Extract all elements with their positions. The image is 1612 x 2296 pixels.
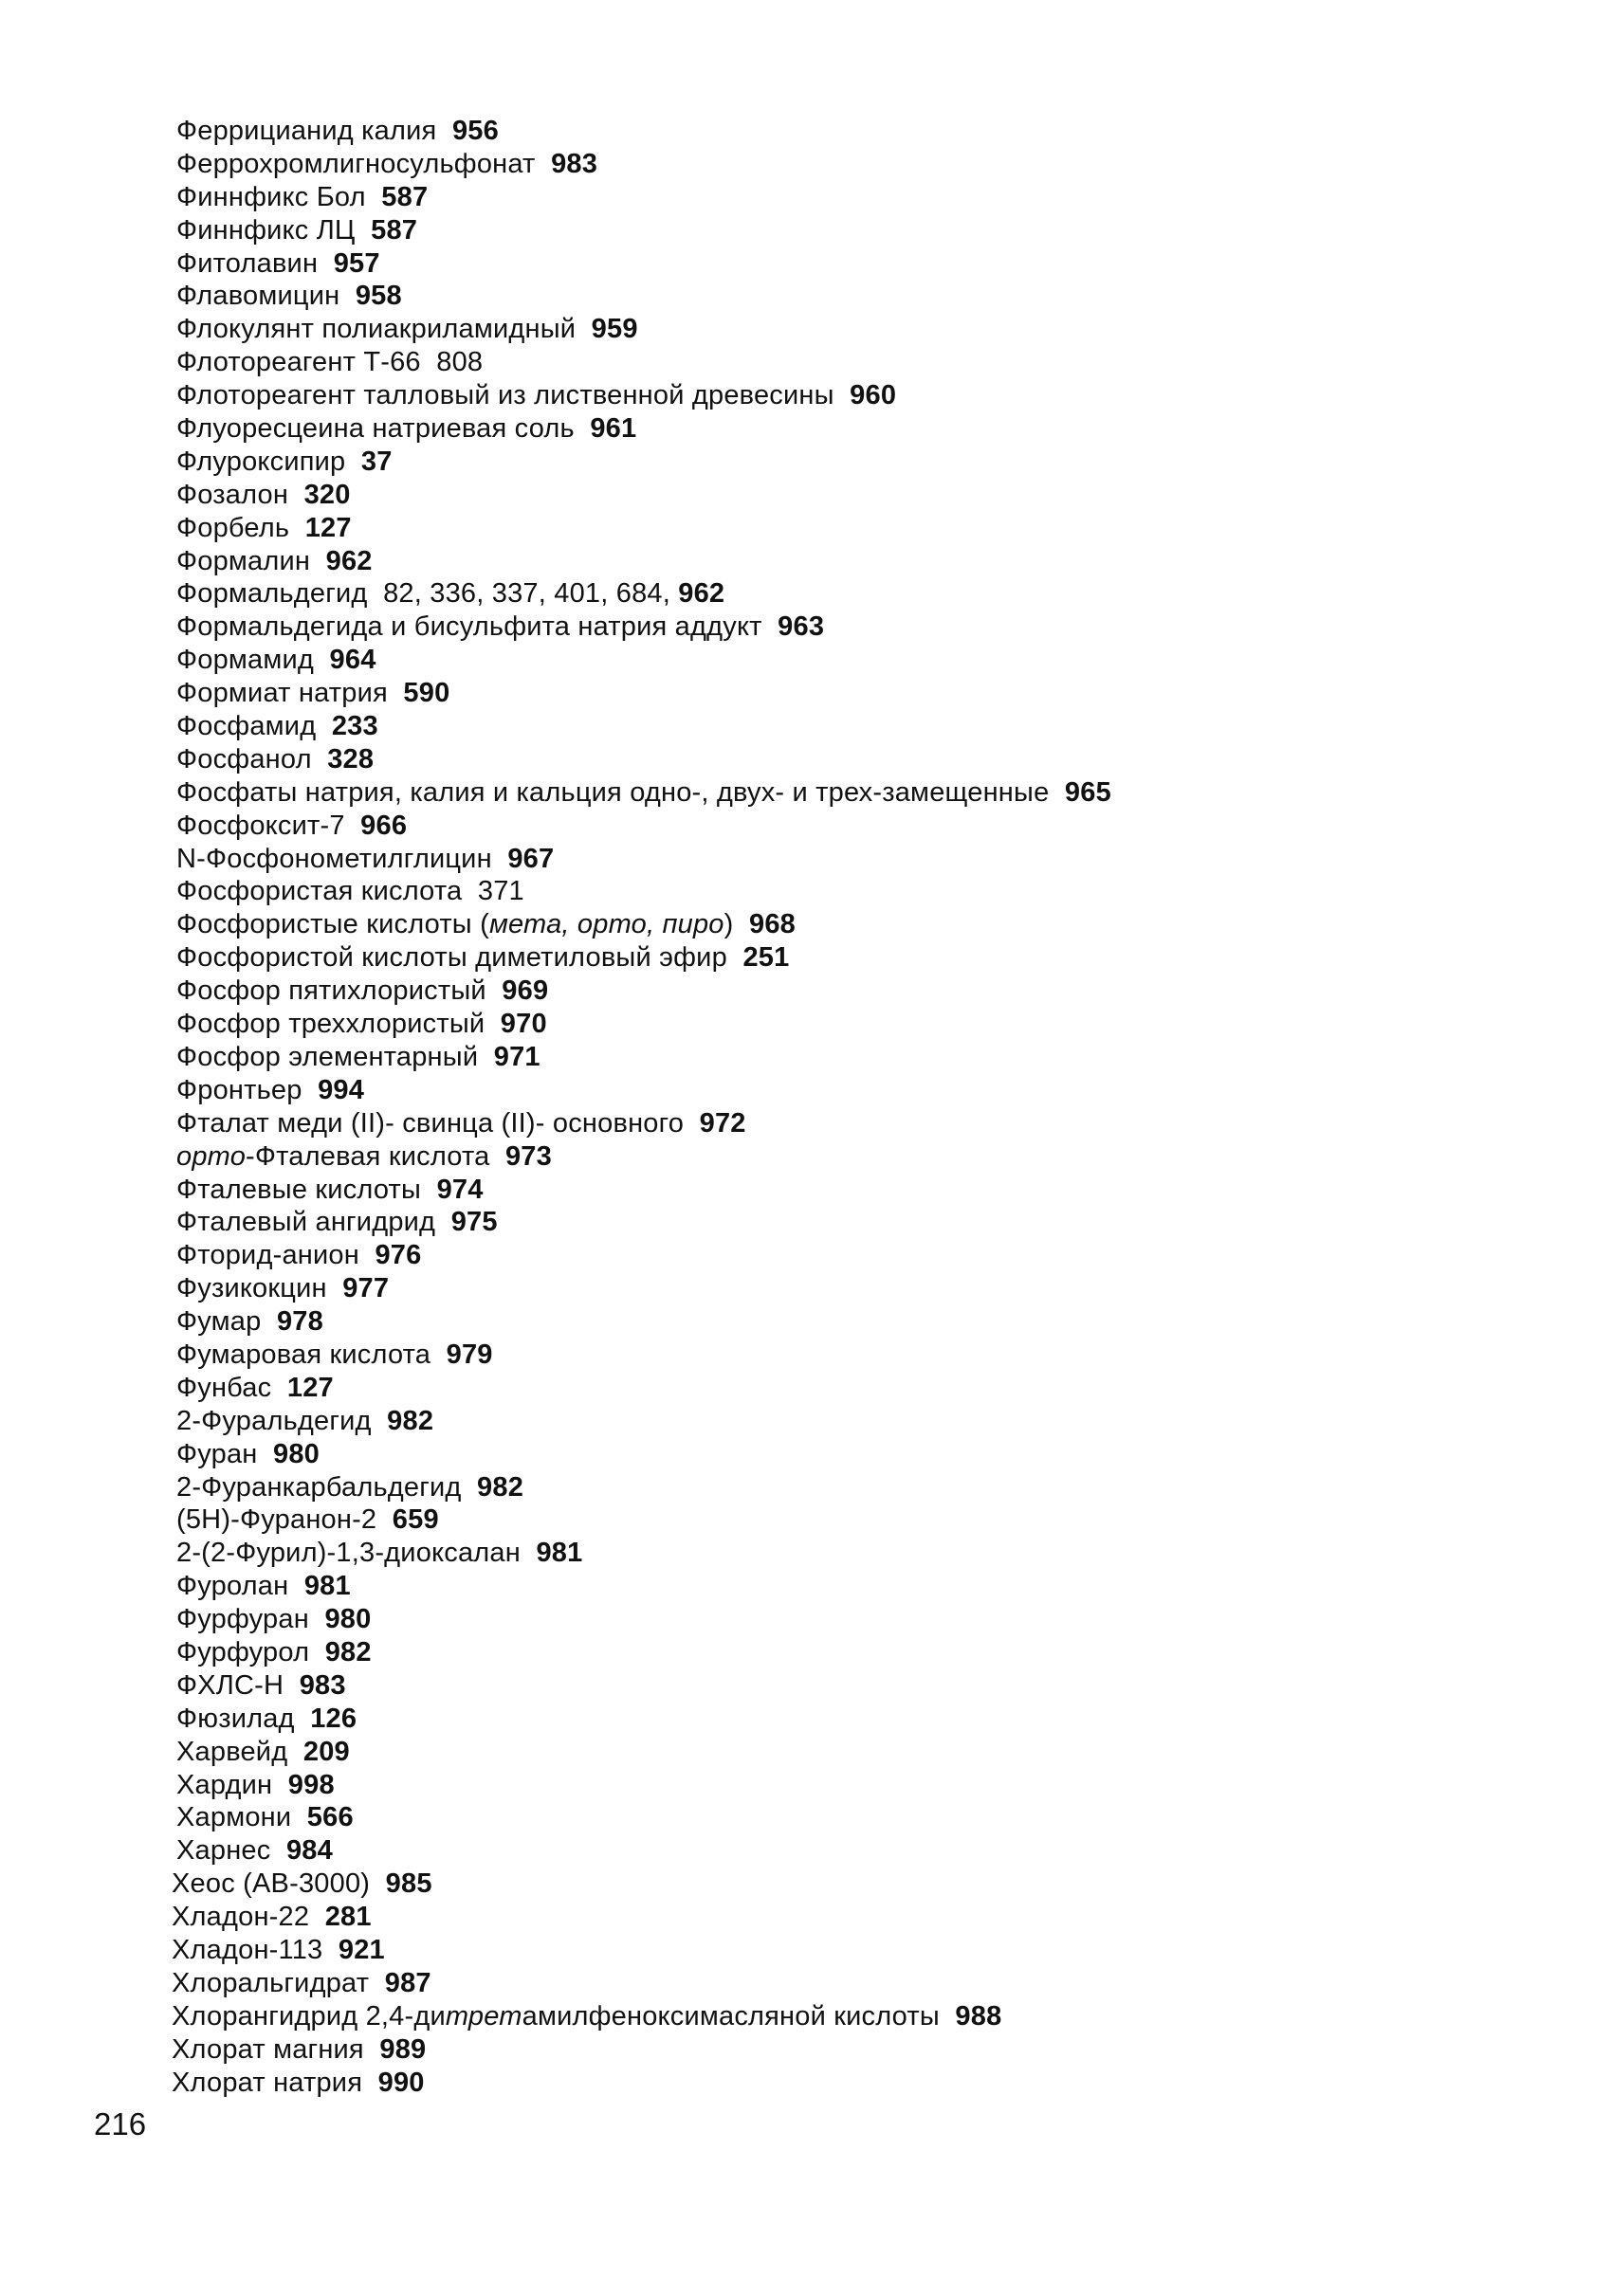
index-term: Хлорангидрид 2,4-ди [172,2000,446,2032]
index-page-ref: 968 [748,909,796,940]
index-page-ref: 587 [381,181,429,212]
index-entry [176,1405,1111,1438]
index-term: Хеос (АВ-3000) [172,1868,371,1900]
index-page-ref: 981 [303,1571,351,1602]
index-entry [176,479,1111,512]
index-page-ref: 970 [500,1009,547,1040]
index-page-ref: 320 [303,479,351,510]
index-entry [176,908,1111,941]
index-page-ref: 590 [403,678,450,709]
index-term: Флуроксипир [176,446,346,477]
index-term: Фосфористой кислоты диметиловый эфир [176,942,727,974]
index-page-ref: 994 [318,1074,365,1105]
index-entry [176,1834,1111,1868]
index-term: 2-(2-Фурил)-1,3-диоксалан [176,1538,521,1569]
index-term: Хармони [176,1802,292,1833]
index-term-italic: трет [445,2000,522,2032]
index-page-ref: 975 [450,1207,498,1238]
index-entry [176,1074,1111,1107]
index-entry [176,677,1111,710]
index-term: Формалин [176,545,311,576]
index-page-ref: 987 [384,1967,431,1998]
index-term: Фосфористая кислота [176,876,463,907]
index-term: Формиат натрия [176,678,388,709]
index-page-ref: 964 [329,645,376,676]
index-term: Хладон-22 [172,1902,310,1933]
index-term: Формамид [176,645,315,676]
index-page-ref: 982 [387,1405,434,1436]
index-term: Финнфикс ЛЦ [176,214,356,246]
index-entry [176,1669,1111,1703]
index-page-ref: 971 [493,1041,540,1072]
index-entry [176,610,1111,644]
index-term: Флотореагент талловый из лиственной древесины [176,380,834,411]
index-entry [176,975,1111,1008]
index-entry [172,2000,1111,2033]
index-page-ref: 982 [324,1636,372,1667]
index-entry [176,446,1111,479]
index-list [172,115,1111,2099]
index-entry [176,1206,1111,1239]
index-entry [176,1636,1111,1669]
index-entry [176,1339,1111,1372]
index-page-ref: 981 [536,1538,583,1569]
index-page-ref: 281 [324,1902,372,1933]
index-term-italic: орто [176,1140,247,1172]
index-term: Хардин [176,1769,273,1800]
index-entry [176,1041,1111,1074]
index-entry [176,1174,1111,1207]
index-entry [176,346,1111,379]
index-term: Феррохромлигносульфонат [176,148,536,179]
index-term: Флотореагент Т-66 [176,347,421,378]
index-page-ref: 37 [360,446,393,477]
index-page-ref: 127 [286,1372,334,1403]
index-entry [176,512,1111,545]
index-entry [176,1272,1111,1305]
index-term: Хлорат натрия [172,2067,363,2098]
index-entry [172,1901,1111,1934]
index-page-ref: 959 [591,314,638,345]
index-term: Фталевый ангидрид [176,1207,436,1238]
index-term: амилфеноксимасляной кислоты [522,2000,940,2032]
index-term: Флуоресцеина натриевая соль [176,413,575,445]
index-page-ref: 233 [331,711,378,742]
index-entry [176,545,1111,578]
index-term: (5Н)-Фуранон-2 [176,1504,377,1536]
index-page-ref: 976 [375,1240,422,1271]
index-page-ref: 978 [276,1306,323,1338]
index-term: Фумар [176,1306,262,1338]
index-page-ref: 969 [502,975,549,1007]
index-entry [176,1372,1111,1405]
index-term: Фосфамид [176,711,317,742]
index-page-ref: 960 [850,380,897,411]
index-entry [176,1801,1111,1834]
index-term: Фосфаты натрия, калия и кальция одно-, двух- и трех-замещенные [176,776,1050,808]
index-term: ФХЛС-Н [176,1669,284,1701]
index-term: Фосфор пятихлористый [176,975,486,1007]
index-term: Форбель [176,512,290,543]
index-page-ref: 984 [285,1835,333,1867]
index-page-ref: 961 [590,413,637,445]
index-term: Фурфурол [176,1636,310,1667]
index-page-ref: 967 [507,843,555,874]
index-entry [176,875,1111,908]
index-entry [172,2033,1111,2067]
index-page-ref: 982 [477,1471,524,1503]
index-entry [176,1305,1111,1339]
index-page-ref: 957 [333,247,380,279]
index-entry [176,1603,1111,1636]
index-term: Фунбас [176,1372,272,1403]
index-page-ref: 251 [742,942,790,974]
index-page-ref: 209 [302,1736,350,1767]
index-page-ref: 371 [477,876,524,907]
index-page-refs: 82, 336, 337, 401, 684, [383,578,670,610]
index-term: Фталевые кислоты [176,1174,422,1205]
index-page-ref: 808 [436,347,484,378]
index-entry [172,1967,1111,2000]
index-page-ref: 962 [678,578,725,610]
index-entry [176,1570,1111,1603]
index-entry [176,115,1111,148]
index-page-ref: 980 [273,1438,321,1469]
index-page-ref: 659 [392,1504,439,1536]
index-term: Фозалон [176,479,289,510]
index-page-ref: 980 [324,1604,372,1635]
index-page-ref: 973 [504,1140,552,1172]
index-term: 2-Фуральдегид [176,1405,372,1436]
index-entry [176,1503,1111,1537]
index-entry [176,1239,1111,1272]
index-term: Хлоральгидрат [172,1967,370,1998]
index-page-ref: 962 [325,545,373,576]
index-page-ref: 956 [451,116,499,146]
index-entry [176,148,1111,181]
index-entry [176,1438,1111,1471]
index-page-ref: 983 [551,148,598,179]
index-term: Фронтьер [176,1074,302,1105]
index-page-ref: 979 [446,1339,493,1370]
index-entry [176,412,1111,446]
index-term: N-Фосфонометилглицин [176,843,492,874]
index-term: Фузикокцин [176,1273,327,1304]
index-page-ref: 328 [327,743,375,774]
index-page-ref: 127 [304,512,352,543]
index-page-ref: 566 [306,1802,354,1833]
page-number: 216 [94,2106,147,2141]
index-term: Фосфанол [176,743,312,774]
index-entry [176,810,1111,843]
index-entry [176,214,1111,247]
index-page-ref: 998 [287,1769,335,1800]
index-entry [176,843,1111,876]
index-entry [176,181,1111,214]
index-entry [176,1107,1111,1140]
index-term: ) [724,909,734,940]
index-entry [172,1934,1111,1967]
index-entry [176,710,1111,743]
index-term: Фурфуран [176,1604,309,1635]
index-entry [176,1537,1111,1570]
index-page-ref: 977 [342,1273,390,1304]
index-term: Фосфористые кислоты ( [176,909,489,940]
index-entry [176,1140,1111,1174]
index-entry [176,776,1111,810]
index-term: -Фталевая кислота [246,1140,490,1172]
index-entry [176,1471,1111,1504]
index-entry [176,280,1111,313]
index-term: Харнес [176,1835,271,1867]
index-term: Формальдегид [176,578,368,610]
index-term: 2-Фуранкарбальдегид [176,1471,462,1503]
index-entry [172,1868,1111,1901]
index-page-ref: 921 [338,1934,385,1965]
index-entry [176,1008,1111,1041]
index-term: Фосфор треххлористый [176,1009,485,1040]
index-page-ref: 985 [385,1868,432,1900]
index-page-ref: 989 [379,2033,427,2065]
index-page-ref: 990 [377,2067,425,2098]
index-term: Флокулянт полиакриламидный [176,314,577,345]
index-term: Флавомицин [176,281,340,312]
index-page-ref: 966 [360,810,408,841]
index-term: Фитолавин [176,247,319,279]
index-term: Фуролан [176,1571,289,1602]
index-entry [176,644,1111,677]
index-term: Фосфор элементарный [176,1041,479,1072]
index-term: Фосфоксит-7 [176,810,345,841]
index-entry [176,941,1111,975]
index-term: Фюзилад [176,1703,295,1734]
index-term: Харвейд [176,1736,288,1767]
index-page-ref: 587 [371,214,418,246]
index-entry [176,379,1111,412]
index-term: Феррицианид калия [176,116,437,146]
index-page-ref: 974 [436,1174,484,1205]
index-term-italic: мета, орто, пиро [488,909,724,940]
index-term: Фумаровая кислота [176,1339,431,1370]
index-page-ref: 988 [955,2000,1002,2032]
index-entry [172,2067,1111,2100]
index-entry [176,577,1111,610]
index-entry [176,247,1111,281]
index-term: Хладон-113 [172,1934,323,1965]
index-entry [176,1769,1111,1802]
index-term: Фуран [176,1438,258,1469]
index-term: Хлорат магния [172,2033,364,2065]
index-page-ref: 963 [778,611,825,643]
index-entry [176,743,1111,776]
index-page-ref: 972 [699,1107,746,1139]
index-term: Фторид-анион [176,1240,359,1271]
index-page-ref: 983 [299,1669,346,1701]
index-term: Формальдегида и бисульфита натрия аддукт [176,611,762,643]
index-page-ref: 958 [355,281,402,312]
index-entry [176,1703,1111,1736]
index-page-ref: 126 [310,1703,357,1734]
index-entry [176,1736,1111,1769]
index-entry [176,313,1111,346]
index-term: Финнфикс Бол [176,181,366,212]
index-term: Фталат меди (II)- свинца (II)- основного [176,1107,685,1139]
index-page-ref: 965 [1064,776,1111,808]
